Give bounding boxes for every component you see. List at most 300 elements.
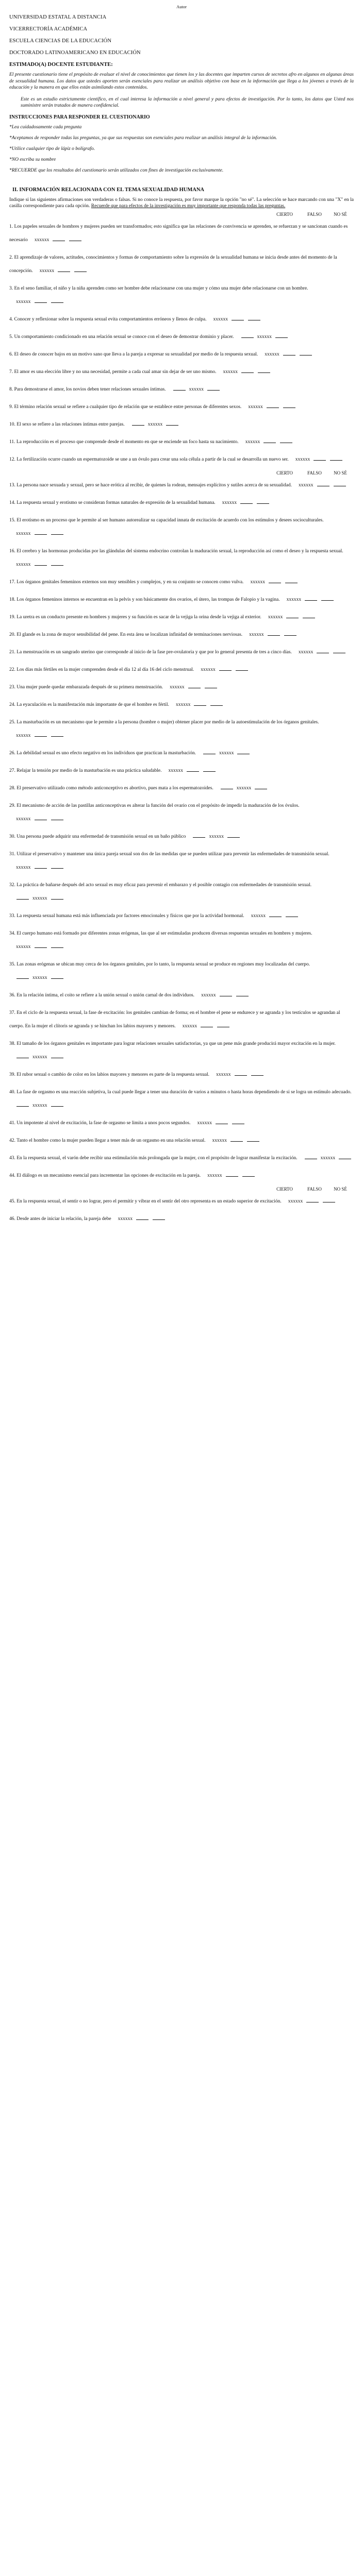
answer-blank[interactable] bbox=[188, 684, 201, 688]
answer-blank[interactable] bbox=[333, 649, 345, 653]
answer-options bbox=[14, 295, 65, 309]
question-text: Los órganos femeninos internos se encuentran en la pelvis y son básicamente dos ovarios, el útero, las trompas de Falopio y la vagina. bbox=[16, 597, 280, 602]
question-item bbox=[9, 220, 354, 247]
question-number: 16. bbox=[9, 548, 15, 554]
answer-options bbox=[174, 698, 225, 711]
question-number: 17. bbox=[9, 579, 15, 585]
question-number: 22. bbox=[9, 667, 15, 672]
answer-mark[interactable]: xxxxxx bbox=[32, 1103, 47, 1108]
question-number: 6. bbox=[9, 351, 13, 357]
answer-blank[interactable] bbox=[203, 767, 216, 772]
answer-blank[interactable] bbox=[35, 561, 47, 566]
answer-blank[interactable] bbox=[51, 732, 63, 737]
answer-blank[interactable] bbox=[235, 1071, 247, 1076]
question-item bbox=[9, 1037, 354, 1064]
question-item bbox=[9, 479, 354, 492]
answer-blank[interactable] bbox=[248, 316, 260, 320]
answer-mark[interactable]: xxxxxx bbox=[197, 1120, 212, 1126]
answer-blank[interactable] bbox=[207, 386, 220, 391]
instruction-item: *NO escriba su nombre bbox=[9, 157, 56, 162]
answer-options bbox=[250, 909, 301, 923]
answer-mark[interactable]: xxxxxx bbox=[268, 614, 283, 620]
question-text: Utilizar el preservativo y mantener una única pareja sexual son dos de las medidas que se pueden utilizar para prevenir las enfermedades de transmisión sexual. bbox=[16, 851, 329, 857]
answer-options bbox=[287, 1195, 338, 1208]
question-item bbox=[9, 716, 354, 742]
answer-blank[interactable] bbox=[269, 912, 282, 917]
question-number: 9. bbox=[9, 404, 13, 410]
answer-column-headers bbox=[9, 212, 354, 217]
answer-blank[interactable] bbox=[247, 1137, 259, 1142]
answer-mark[interactable]: xxxxxx bbox=[32, 975, 47, 980]
question-item bbox=[9, 1212, 354, 1226]
answer-blank[interactable] bbox=[255, 785, 267, 789]
answer-mark[interactable]: xxxxxx bbox=[147, 421, 163, 427]
answer-blank[interactable] bbox=[58, 267, 70, 272]
answer-options bbox=[246, 400, 298, 414]
answer-blank[interactable] bbox=[236, 666, 248, 671]
answer-options bbox=[167, 764, 218, 777]
answer-blank[interactable] bbox=[136, 1215, 148, 1220]
question-text: Relajar la tensión por medio de la masturbación es una práctica saludable. bbox=[16, 768, 162, 773]
answer-blank[interactable] bbox=[283, 403, 295, 408]
answer-blank[interactable] bbox=[284, 631, 296, 636]
question-text: El glande es la zona de mayor sensibilidad del pene. En esta área se localizan infinidad de terminaciones nerviosas. bbox=[16, 632, 243, 637]
answer-options bbox=[222, 365, 273, 379]
answer-column-headers bbox=[9, 1187, 354, 1192]
answer-options bbox=[248, 628, 299, 641]
answer-mark[interactable]: xxxxxx bbox=[16, 865, 31, 870]
question-text: La fase de orgasmo es una reacción subjetiva, la cual puede llegar a tener una duración de varios a minutos o hasta horas dependiendo de si se logra un estímulo adecuado. bbox=[16, 1089, 352, 1095]
column-header-c3: NO SÉ bbox=[334, 470, 347, 476]
answer-mark[interactable]: xxxxxx bbox=[320, 1155, 336, 1161]
answer-blank[interactable] bbox=[201, 1023, 213, 1027]
answer-blank[interactable] bbox=[305, 596, 317, 601]
answer-options bbox=[214, 1068, 266, 1081]
answer-blank[interactable] bbox=[306, 1198, 319, 1202]
question-number: 36. bbox=[9, 992, 15, 998]
question-text: La respuesta sexual humana está más influenciada por factores emocionales y físicos que por la actividad hormonal. bbox=[16, 913, 244, 919]
answer-blank[interactable] bbox=[317, 482, 329, 486]
answer-blank[interactable] bbox=[323, 1198, 335, 1202]
answer-blank[interactable] bbox=[263, 438, 276, 443]
answer-mark[interactable]: xxxxxx bbox=[222, 500, 237, 505]
answer-blank[interactable] bbox=[173, 386, 186, 391]
answer-blank[interactable] bbox=[334, 482, 346, 486]
answer-blank[interactable] bbox=[35, 864, 47, 869]
question-text: Un comportamiento condicionado en una relación sexual se conoce con el deseo de demostrar dominio y placer. bbox=[14, 334, 234, 340]
answer-blank[interactable] bbox=[35, 816, 47, 820]
question-text: El sexo se refiere a las relaciones íntimas entre parejas. bbox=[16, 421, 125, 427]
question-number: 33. bbox=[9, 913, 15, 919]
answer-mark[interactable]: xxxxxx bbox=[213, 316, 228, 322]
answer-mark[interactable]: xxxxxx bbox=[295, 456, 310, 462]
question-item bbox=[9, 453, 354, 466]
answer-mark[interactable]: xxxxxx bbox=[168, 768, 183, 773]
question-item bbox=[9, 830, 354, 843]
answer-blank[interactable] bbox=[339, 1155, 351, 1159]
question-number: 12. bbox=[9, 456, 15, 462]
question-item bbox=[9, 330, 354, 344]
answer-blank[interactable] bbox=[51, 298, 63, 303]
answer-blank[interactable] bbox=[275, 333, 288, 338]
answer-blank[interactable] bbox=[283, 351, 295, 355]
answer-mark[interactable]: xxxxxx bbox=[170, 684, 185, 690]
answer-blank[interactable] bbox=[194, 701, 206, 706]
answer-blank[interactable] bbox=[258, 368, 270, 373]
answer-options bbox=[210, 1134, 261, 1147]
answer-mark[interactable]: xxxxxx bbox=[16, 299, 31, 304]
question-item bbox=[9, 663, 354, 676]
answer-blank[interactable] bbox=[153, 1215, 165, 1220]
question-text: Un impotente al nivel de excitación, la fase de orgasmo se limita a unos pocos segundos. bbox=[16, 1120, 191, 1126]
answer-mark[interactable]: xxxxxx bbox=[201, 667, 216, 672]
answer-mark[interactable]: xxxxxx bbox=[257, 334, 272, 340]
answer-mark[interactable]: xxxxxx bbox=[39, 268, 55, 274]
question-item bbox=[9, 698, 354, 711]
answer-mark[interactable]: xxxxxx bbox=[16, 816, 31, 822]
answer-mark[interactable]: xxxxxx bbox=[189, 386, 204, 392]
answer-blank[interactable] bbox=[237, 750, 250, 754]
question-text: Para demostrarse el amor, los novios deben tener relaciones sexuales íntimas. bbox=[14, 386, 166, 392]
answer-options bbox=[14, 861, 65, 874]
question-item bbox=[9, 1006, 354, 1033]
question-item bbox=[9, 927, 354, 954]
question-item bbox=[9, 1151, 354, 1165]
answer-options bbox=[303, 1151, 354, 1165]
answer-blank[interactable] bbox=[51, 1102, 63, 1107]
answer-options bbox=[249, 575, 300, 589]
question-number: 21. bbox=[9, 649, 15, 655]
answer-blank[interactable] bbox=[216, 1120, 228, 1124]
question-item bbox=[9, 514, 354, 540]
answer-blank[interactable] bbox=[53, 236, 65, 241]
vice-rectory: VICERRECTORÍA ACADÉMICA bbox=[9, 26, 88, 32]
column-header-c1: CIERTO bbox=[276, 470, 293, 476]
answer-mark[interactable]: xxxxxx bbox=[299, 482, 314, 488]
question-text: Los órganos genitales femeninos externos son muy sensibles y complejos, y en su conjunto se conocen como vulva. bbox=[16, 579, 244, 585]
question-item bbox=[9, 958, 354, 985]
answer-blank[interactable] bbox=[35, 943, 47, 948]
answer-blank[interactable] bbox=[16, 895, 29, 900]
answer-blank[interactable] bbox=[69, 236, 81, 241]
answer-mark[interactable]: xxxxxx bbox=[245, 439, 260, 445]
answer-options bbox=[239, 330, 290, 344]
question-number: 5. bbox=[9, 334, 13, 340]
question-item bbox=[9, 1068, 354, 1081]
question-text: La respuesta sexual y erotismo se consideran formas naturales de expresión de la sexualidad humana. bbox=[16, 500, 216, 505]
question-item bbox=[9, 681, 354, 694]
question-text: El amor es una elección libre y no una necesidad, permite a cada cual amar sin dejar de ser uno mismo. bbox=[14, 369, 217, 375]
confidentiality-paragraph: Este es un estudio estrictamente científico, en el cual interesa la información a nivel general y para efectos de investigación. Por lo tanto, los datos que Usted nos suministre serán tratados de manera confidencial. bbox=[21, 96, 354, 108]
question-item bbox=[9, 1169, 354, 1182]
answer-blank[interactable] bbox=[317, 649, 329, 653]
question-text: El tamaño de los órganos genitales es importante para lograr relaciones sexuales satisfactorias, ya que un pene más grande producirá mayor excitación en la mujer. bbox=[16, 1041, 336, 1046]
question-number: 34. bbox=[9, 930, 15, 936]
answer-blank[interactable] bbox=[286, 614, 299, 618]
answer-blank[interactable] bbox=[232, 316, 244, 320]
question-number: 30. bbox=[9, 834, 15, 839]
answer-mark[interactable]: xxxxxx bbox=[248, 404, 263, 410]
question-number: 4. bbox=[9, 316, 13, 322]
answer-options bbox=[14, 1050, 65, 1064]
answer-options bbox=[297, 646, 348, 659]
question-number: 20. bbox=[9, 632, 15, 637]
answer-mark[interactable]: xxxxxx bbox=[16, 944, 31, 950]
answer-options bbox=[14, 729, 65, 742]
answer-mark[interactable]: xxxxxx bbox=[201, 992, 216, 998]
question-text: El diálogo es un mecanismo esencial para incrementar las opciones de excitación en la pareja. bbox=[16, 1173, 201, 1178]
question-number: 14. bbox=[9, 500, 15, 505]
answer-mark[interactable]: xxxxxx bbox=[32, 895, 47, 901]
answer-blank[interactable] bbox=[35, 530, 47, 535]
answer-blank[interactable] bbox=[203, 750, 216, 754]
answer-blank[interactable] bbox=[226, 1172, 238, 1177]
answer-mark[interactable]: xxxxxx bbox=[16, 562, 31, 567]
question-text: El rubor sexual o cambio de color en los labios mayores y menores es parte de la respuesta sexual. bbox=[16, 1072, 210, 1077]
question-number: 32. bbox=[9, 882, 15, 888]
answer-mark[interactable]: xxxxxx bbox=[182, 1023, 197, 1029]
answer-mark[interactable]: xxxxxx bbox=[34, 237, 50, 243]
answer-mark[interactable]: xxxxxx bbox=[118, 1216, 133, 1222]
answer-options bbox=[267, 611, 318, 624]
question-text: En el ciclo de la respuesta sexual, la fase de excitación: los genitales cambian de forma; en el hombre el pene se endurece y se agranda y los testículos se agrandan al cuerpo. En la mujer el clítoris se agranda y se hinchan los labios mayores y menores. bbox=[9, 1010, 340, 1029]
question-number: 24. bbox=[9, 702, 15, 707]
answer-blank[interactable] bbox=[51, 895, 63, 900]
answer-blank[interactable] bbox=[269, 579, 281, 583]
answer-blank[interactable] bbox=[330, 456, 342, 461]
answer-options bbox=[14, 892, 65, 905]
question-number: 3. bbox=[9, 285, 13, 291]
answer-options bbox=[263, 348, 314, 361]
answer-mark[interactable]: xxxxxx bbox=[16, 531, 31, 536]
answer-blank[interactable] bbox=[51, 561, 63, 566]
answer-mark[interactable]: xxxxxx bbox=[219, 750, 234, 756]
answer-blank[interactable] bbox=[242, 1172, 255, 1177]
answer-options bbox=[14, 527, 65, 540]
answer-blank[interactable] bbox=[221, 785, 233, 789]
intro-paragraph: El presente cuestionario tiene el propósito de evaluar el nivel de conocimientos que tienen los y las docentes que imparten cursos de secretos afro en algunos en algunas áreas de sexualidad humana. Los datos que ustedes aporten serán esenciales para realizar un análisis objetivo con base en la información que llega a los jóvenes a través de la educación y la manera en que ellos están asimilando estos contenidos. bbox=[9, 72, 354, 90]
answer-blank[interactable] bbox=[210, 701, 223, 706]
instruction-item: *Utilice cualquier tipo de lápiz o bolígrafo. bbox=[9, 146, 95, 151]
question-text: La uretra es un conducto presente en hombres y mujeres y su función es sacar de la vejiga la orina desde la vejiga al exterior. bbox=[16, 614, 261, 620]
answer-blank[interactable] bbox=[232, 1120, 244, 1124]
question-number: 46. bbox=[9, 1216, 15, 1222]
question-text: La debilidad sexual es uno efecto negativo en los individuos que practican la masturbación. bbox=[16, 750, 196, 756]
answer-mark[interactable]: xxxxxx bbox=[16, 733, 31, 738]
column-header-c2: FALSO bbox=[307, 470, 322, 476]
section-intro-reminder: Recuerde que para efectos de la investigación es muy importante que responda todas las preguntas. bbox=[91, 204, 286, 209]
answer-blank[interactable] bbox=[220, 992, 232, 996]
answer-mark[interactable]: xxxxxx bbox=[32, 1054, 47, 1060]
column-header-c3: NO SÉ bbox=[334, 211, 347, 217]
answer-blank[interactable] bbox=[286, 912, 298, 917]
question-number: 18. bbox=[9, 597, 15, 602]
answer-blank[interactable] bbox=[251, 1071, 263, 1076]
answer-mark[interactable]: xxxxxx bbox=[223, 369, 238, 375]
answer-mark[interactable]: xxxxxx bbox=[286, 597, 302, 602]
answer-blank[interactable] bbox=[300, 351, 312, 355]
answer-blank[interactable] bbox=[166, 421, 178, 426]
answer-options bbox=[14, 812, 65, 826]
question-item bbox=[9, 365, 354, 379]
answer-blank[interactable] bbox=[241, 368, 254, 373]
question-text: El erotismo es un proceso que le permite al ser humano autorealizar su capacidad innata de excitación de acuerdo con los estímulos y desees socioculturales. bbox=[16, 517, 324, 523]
question-text: La menstruación es un sangrado uterino que corresponde al inicio de la fase pre-ovulatoria y que por lo general presenta de tres a cinco días. bbox=[16, 649, 292, 655]
answer-mark[interactable]: xxxxxx bbox=[209, 834, 224, 839]
question-text: El término relación sexual se refiere a cualquier tipo de relación que se establece entre personas de diferentes sexos. bbox=[14, 404, 242, 410]
answer-blank[interactable] bbox=[303, 614, 315, 618]
question-number: 26. bbox=[9, 750, 15, 756]
answer-options bbox=[200, 989, 251, 1002]
answer-blank[interactable] bbox=[321, 596, 334, 601]
answer-blank[interactable] bbox=[35, 298, 47, 303]
question-item bbox=[9, 400, 354, 414]
question-item bbox=[9, 1086, 354, 1112]
question-text: El cerebro y las hormonas producidas por las glándulas del sistema endocrino controlan la maduración sexual, la reproducción así como el deseo y la respuesta sexual. bbox=[16, 548, 343, 554]
question-text: Conocer y reflexionar sobre la respuesta sexual evita comportamientos erróneos y llenos de culpa. bbox=[14, 316, 207, 322]
answer-blank[interactable] bbox=[267, 403, 279, 408]
answer-mark[interactable]: xxxxxx bbox=[212, 1138, 227, 1143]
answer-mark[interactable]: xxxxxx bbox=[298, 649, 314, 655]
question-text: Los papeles sexuales de hombres y mujeres pueden ser transformados; esto significa que las relaciones de convivencia se aprenden, se refuerzan y se sancionan cuando es necesario bbox=[9, 224, 348, 243]
section-intro bbox=[9, 197, 354, 210]
instructions-list bbox=[9, 124, 354, 174]
question-item bbox=[9, 747, 354, 760]
answer-blank[interactable] bbox=[74, 267, 87, 272]
answer-blank[interactable] bbox=[257, 499, 269, 504]
answer-options bbox=[130, 418, 181, 431]
question-number: 2. bbox=[9, 255, 13, 260]
answer-mark[interactable]: xxxxxx bbox=[175, 702, 191, 707]
answer-blank[interactable] bbox=[132, 421, 144, 426]
answer-options bbox=[285, 593, 336, 606]
answer-blank[interactable] bbox=[35, 732, 47, 737]
answer-options bbox=[117, 1212, 168, 1226]
question-item bbox=[9, 848, 354, 874]
column-header-c2: FALSO bbox=[307, 211, 322, 217]
answer-blank[interactable] bbox=[51, 1054, 63, 1058]
question-item bbox=[9, 878, 354, 905]
question-item bbox=[9, 1195, 354, 1208]
question-item bbox=[9, 764, 354, 777]
question-item bbox=[9, 545, 354, 571]
answer-blank[interactable] bbox=[193, 833, 205, 838]
answer-mark[interactable]: xxxxxx bbox=[265, 351, 279, 357]
question-number: 8. bbox=[9, 386, 13, 392]
instruction-item: *Aceptamos de responder todas las preguntas, ya que sus respuestas son esenciales para realizar un análisis integral de la información. bbox=[9, 135, 277, 141]
question-number: 37. bbox=[9, 1010, 15, 1015]
answer-options bbox=[14, 940, 65, 954]
question-number: 15. bbox=[9, 517, 15, 523]
question-number: 42. bbox=[9, 1138, 15, 1143]
question-item bbox=[9, 611, 354, 624]
answer-mark[interactable]: xxxxxx bbox=[250, 579, 265, 585]
answer-blank[interactable] bbox=[51, 974, 63, 979]
instructions-title: INSTRUCCIONES PARA RESPONDER EL CUESTIONARIO bbox=[9, 114, 150, 120]
column-header-c2: FALSO bbox=[307, 1186, 322, 1192]
answer-blank[interactable] bbox=[285, 579, 298, 583]
question-item bbox=[9, 575, 354, 589]
question-item bbox=[9, 418, 354, 431]
question-text: La eyaculación es la manifestación más importante de que el hombre es fértil. bbox=[16, 702, 169, 707]
section-intro-text: Indique si las siguientes afirmaciones son verdaderas o falsas. Si no conoce la respuesta, por favor marque la opción "no sé". La selección se hace marcando con una "X" en la casilla correspondiente para cada opción. bbox=[9, 197, 354, 209]
question-text: En la respuesta sexual, el sentir o no lograr, pero el permitir y vibrar en el sentir del otro representa es un estado superior de excitación. bbox=[16, 1198, 282, 1204]
answer-column-headers bbox=[9, 470, 354, 476]
question-text: El aprendizaje de valores, actitudes, conocimientos y formas de comportamiento sobre la expresión de la sexualidad humana se inicia desde antes del momento de la concepción. bbox=[9, 255, 337, 274]
answer-options bbox=[168, 681, 219, 694]
answer-blank[interactable] bbox=[241, 333, 254, 338]
answer-options bbox=[196, 1116, 247, 1130]
question-text: Tanto el hombre como la mujer pueden llegar a tener más de un orgasmo en una relación sexual. bbox=[16, 1138, 206, 1143]
answer-mark[interactable]: xxxxxx bbox=[216, 1072, 231, 1077]
answer-mark[interactable]: xxxxxx bbox=[236, 785, 252, 791]
question-number: 1. bbox=[9, 224, 13, 229]
answer-blank[interactable] bbox=[280, 438, 292, 443]
answer-blank[interactable] bbox=[305, 1155, 317, 1159]
question-text: La masturbación es un mecanismo que le permite a la persona (hombre o mujer) obtener placer por medio de la autoestimulación de los órganos genitales. bbox=[16, 719, 319, 725]
question-text: Una mujer puede quedar embarazada después de su primera menstruación. bbox=[16, 684, 163, 690]
answer-blank[interactable] bbox=[236, 992, 249, 996]
answer-blank[interactable] bbox=[51, 530, 63, 535]
question-text: Los días más fértiles en la mujer comprenden desde el día 12 al día 16 del ciclo menstrual. bbox=[16, 667, 194, 672]
answer-blank[interactable] bbox=[268, 631, 280, 636]
answer-options bbox=[38, 264, 89, 278]
answer-options bbox=[294, 453, 345, 466]
column-header-c1: CIERTO bbox=[276, 1186, 293, 1192]
answer-mark[interactable]: xxxxxx bbox=[288, 1198, 303, 1204]
question-item bbox=[9, 282, 354, 309]
question-number: 45. bbox=[9, 1198, 15, 1204]
question-text: Desde antes de iniciar la relación, la pareja debe bbox=[16, 1216, 111, 1222]
answer-options bbox=[181, 1020, 232, 1033]
section-title: II. INFORMACIÓN RELACIONADA CON EL TEMA SEXUALIDAD HUMANA bbox=[12, 187, 205, 193]
answer-blank[interactable] bbox=[217, 1023, 229, 1027]
question-number: 11. bbox=[9, 439, 15, 445]
answer-mark[interactable]: xxxxxx bbox=[207, 1173, 222, 1178]
answer-mark[interactable]: xxxxxx bbox=[249, 632, 264, 637]
answer-blank[interactable] bbox=[16, 1102, 29, 1107]
instruction-item: *Lea cuidadosamente cada pregunta bbox=[9, 124, 82, 130]
question-item bbox=[9, 383, 354, 396]
question-item bbox=[9, 348, 354, 361]
question-text: El deseo de conocer bajos en un motivo sano que lleva a la pareja a expresar su sexualidad por medio de la respuesta sexual. bbox=[14, 351, 258, 357]
answer-blank[interactable] bbox=[219, 666, 232, 671]
instruction-item: *RECUERDE que los resultados del cuestionario serán utilizados con fines de investigación exclusivamente. bbox=[9, 167, 224, 173]
answer-blank[interactable] bbox=[314, 456, 326, 461]
answer-options bbox=[191, 830, 242, 843]
answer-blank[interactable] bbox=[51, 864, 63, 869]
answer-blank[interactable] bbox=[51, 816, 63, 820]
answer-blank[interactable] bbox=[16, 974, 29, 979]
question-text: En el seno familiar, el niño y la niña aprenden como ser hombre debe relacionarse con una mujer y cómo una mujer debe relacionarse con un hombre. bbox=[14, 285, 308, 291]
answer-blank[interactable] bbox=[187, 767, 199, 772]
answer-blank[interactable] bbox=[230, 1137, 243, 1142]
question-text: El preservativo utilizado como método anticonceptivo es abortivo, pues mata a los espermatozoides. bbox=[16, 785, 213, 791]
answer-blank[interactable] bbox=[240, 499, 253, 504]
answer-mark[interactable]: xxxxxx bbox=[251, 913, 266, 919]
answer-blank[interactable] bbox=[51, 943, 63, 948]
question-item bbox=[9, 782, 354, 795]
answer-blank[interactable] bbox=[227, 833, 240, 838]
question-item bbox=[9, 628, 354, 641]
answer-blank[interactable] bbox=[16, 1054, 29, 1058]
question-number: 41. bbox=[9, 1120, 15, 1126]
answer-options bbox=[14, 558, 65, 571]
question-number: 23. bbox=[9, 684, 15, 690]
answer-options bbox=[221, 496, 272, 510]
answer-blank[interactable] bbox=[205, 684, 217, 688]
school-name: ESCUELA CIENCIAS DE LA EDUCACIÓN bbox=[9, 38, 112, 44]
